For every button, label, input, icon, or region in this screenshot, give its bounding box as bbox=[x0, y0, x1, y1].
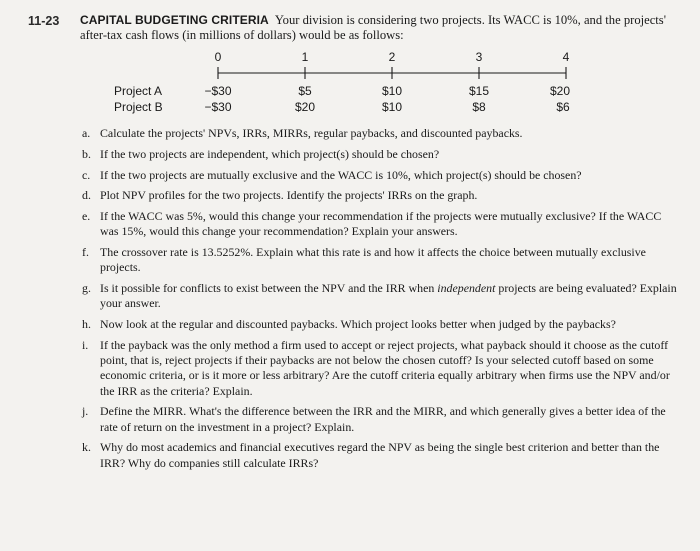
project-a-cf-2: $10 bbox=[381, 84, 403, 98]
cash-flow-timeline bbox=[0, 0, 700, 130]
period-label-2: 2 bbox=[388, 50, 396, 64]
question-item bbox=[82, 168, 680, 183]
question-text: The crossover rate is 13.5252%. Explain what this rate is and how it affects the choice between mutually exclusive projects. bbox=[100, 245, 646, 275]
period-label-3: 3 bbox=[475, 50, 483, 64]
problem-number: 11-23 bbox=[28, 14, 60, 28]
problem-intro-text: Your division is considering two projects. Its WACC is 10%, and the projects' after-tax cash flows (in millions of dollars) would be as follows: bbox=[80, 13, 666, 42]
question-text: If the WACC was 5%, would this change your recommendation if the projects were mutually exclusive? If the WACC was 15%, would this change your recommendation? Explain your answers. bbox=[100, 209, 662, 239]
question-text-before: Is it possible for conflicts to exist between the NPV and the IRR when bbox=[100, 281, 438, 296]
question-emphasis: independent bbox=[437, 281, 496, 296]
period-label-4: 4 bbox=[562, 50, 570, 64]
question-text: If the two projects are mutually exclusive and the WACC is 10%, which project(s) should be chosen? bbox=[100, 167, 582, 182]
question-item bbox=[82, 317, 680, 332]
project-b-cf-1: $20 bbox=[294, 100, 316, 114]
project-a-cf-1: $5 bbox=[298, 84, 312, 98]
question-letter: g. bbox=[82, 281, 91, 296]
question-letter: i. bbox=[82, 337, 89, 352]
question-letter: h. bbox=[82, 317, 91, 332]
question-item bbox=[82, 440, 680, 470]
question-text: If the payback was the only method a firm used to accept or reject projects, what payback should it choose as the cutoff point, that is, reject projects if their paybacks are not below the chosen cutoff? Is your selected cutoff based on some economic criteria, or is it more or less arbitrary? Are the cutoff criteria equally arbitrary when firms use the NPV and/or the IRR as the criteria? Explain. bbox=[100, 337, 670, 398]
question-text: If the two projects are independent, which project(s) should be chosen? bbox=[100, 146, 440, 161]
project-b-cf-0: −$30 bbox=[204, 100, 232, 114]
question-text: Calculate the projects' NPVs, IRRs, MIRRs, regular paybacks, and discounted paybacks. bbox=[100, 126, 523, 140]
question-text-after: projects are being evaluated? Explain your answer. bbox=[100, 281, 677, 311]
period-label-0: 0 bbox=[214, 50, 222, 64]
question-letter: b. bbox=[82, 146, 91, 161]
question-letter: c. bbox=[82, 167, 91, 182]
question-text: Plot NPV profiles for the two projects. Identify the projects' IRRs on the graph. bbox=[100, 188, 478, 203]
question-letter: j. bbox=[82, 404, 89, 419]
project-a-label: Project A bbox=[114, 84, 163, 98]
project-b-cf-4: $6 bbox=[556, 100, 570, 114]
question-letter: f. bbox=[82, 245, 89, 260]
question-item bbox=[82, 245, 680, 275]
project-a-cf-4: $20 bbox=[549, 84, 571, 98]
question-text: Now look at the regular and discounted paybacks. Which project looks better when judged by the paybacks? bbox=[100, 317, 616, 332]
question-letter: d. bbox=[82, 188, 91, 203]
question-letter: a. bbox=[82, 126, 91, 140]
question-item bbox=[82, 126, 680, 141]
question-list bbox=[82, 126, 680, 476]
question-letter: e. bbox=[82, 209, 91, 224]
question-text: Define the MIRR. What's the difference between the IRR and the MIRR, and which generally gives a better idea of the rate of return on the investment in a project? Explain. bbox=[100, 404, 666, 434]
question-item bbox=[82, 209, 680, 239]
period-label-1: 1 bbox=[301, 50, 309, 64]
question-text: Why do most academics and financial executives regard the NPV as being the single best criterion and better than the IRR? Why do companies still calculate IRRs? bbox=[100, 440, 660, 470]
question-letter: k. bbox=[82, 440, 91, 455]
project-b-label: Project B bbox=[114, 100, 163, 114]
question-item bbox=[82, 188, 680, 203]
project-a-cf-3: $15 bbox=[468, 84, 490, 98]
question-item bbox=[82, 404, 680, 434]
project-a-cf-0: −$30 bbox=[204, 84, 232, 98]
timeline-axis bbox=[0, 0, 700, 130]
question-item bbox=[82, 147, 680, 162]
problem-heading: CAPITAL BUDGETING CRITERIA bbox=[80, 13, 269, 27]
project-b-cf-2: $10 bbox=[381, 100, 403, 114]
question-item bbox=[82, 281, 680, 311]
project-b-cf-3: $8 bbox=[472, 100, 486, 114]
question-item bbox=[82, 338, 680, 399]
